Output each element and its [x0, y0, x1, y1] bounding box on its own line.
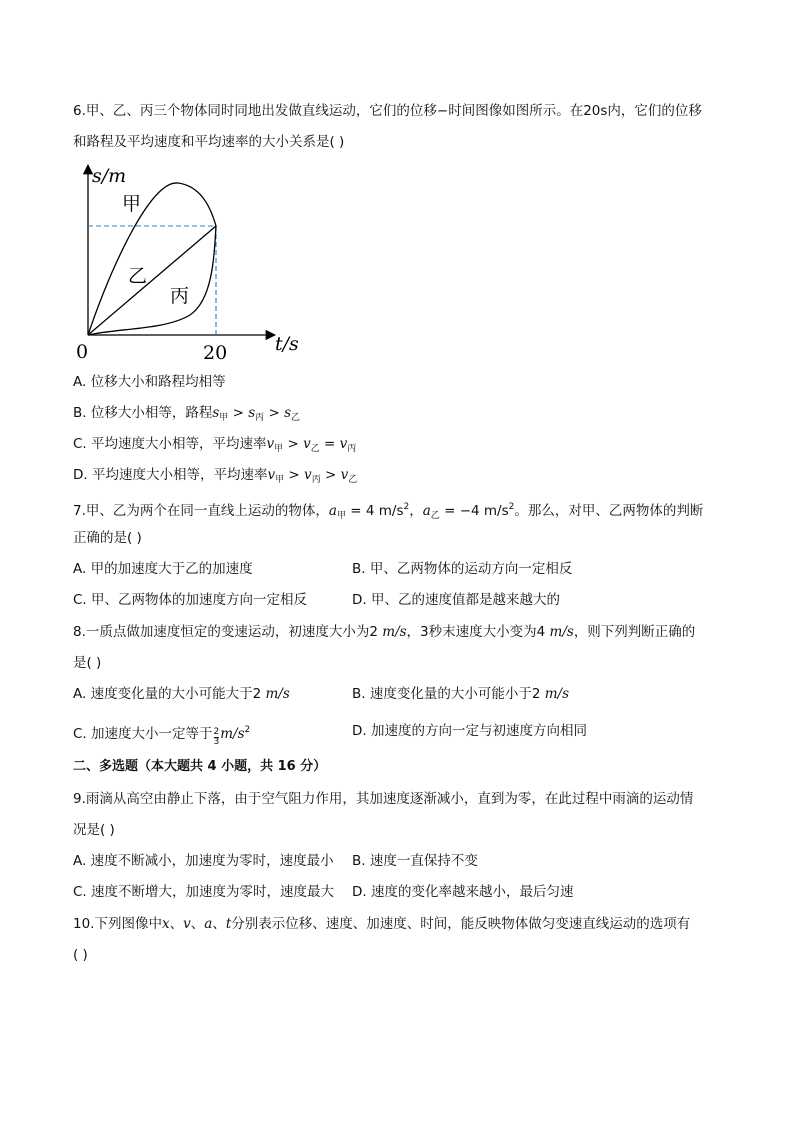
- q7-option-c: C. 甲、乙两物体的加速度方向一定相反: [73, 592, 308, 608]
- label-yi: 乙: [128, 265, 148, 287]
- q6-displacement-time-graph: [70, 160, 310, 365]
- q7-stem-line2: 正确的是( ): [73, 530, 142, 546]
- q8-stem-line2: 是( ): [73, 655, 102, 671]
- q6-option-c: C. 平均速度大小相等，平均速率$v_甲 > v_乙 = v_丙$: [73, 436, 357, 454]
- section-multiple-choice-header: 二、多选题（本大题共 4 小题，共 16 分）: [73, 759, 327, 774]
- q6-stem-line2: 和路程及平均速度和平均速率的大小关系是( ): [73, 134, 345, 150]
- q8-option-a: A. 速度变化量的大小可能大于2 m/s: [73, 686, 290, 702]
- q6-option-d: D. 平均速度大小相等，平均速率$v_甲 > v_丙 > v_乙$: [73, 467, 358, 485]
- origin-label: 0: [76, 341, 89, 363]
- q10-stem-line2: ( ): [73, 947, 88, 963]
- fraction-two-thirds: $\frac{2}{3}$: [213, 727, 220, 747]
- q10-stem-line1: 10.下列图像中x、v、a、t分别表示位移、速度、加速度、时间，能反映物体做匀变速直线运动的选项有: [73, 916, 691, 932]
- label-jia: 甲: [122, 193, 142, 215]
- x-axis-label: t/s: [275, 333, 299, 355]
- line-yi: [88, 226, 216, 335]
- q6-option-a: A. 位移大小和路程均相等: [73, 374, 226, 390]
- x-tick-20: 20: [203, 342, 228, 364]
- curve-jia: [88, 183, 216, 335]
- q8-option-c: C. 加速度大小一定等于 $\frac{2}{3}$ $m/s^2$: [73, 725, 251, 747]
- q8-stem-line1: 8.一质点做加速度恒定的变速运动，初速度大小为2 m/s，3秒末速度大小变为4 m/s，则下列判断正确的: [73, 624, 696, 640]
- q9-stem-line2: 况是( ): [73, 822, 115, 838]
- q7-stem-line1: 7.甲、乙为两个在同一直线上运动的物体，$a_甲 = 4$ $m/s^2$，$a_乙 = -4$ $m/s^2$。那么，对甲、乙两物体的判断: [73, 502, 704, 521]
- q9-option-c: C. 速度不断增大，加速度为零时，速度最大: [73, 884, 335, 900]
- q9-option-d: D. 速度的变化率越来越小，最后匀速: [352, 884, 574, 900]
- y-axis-label: s/m: [92, 165, 127, 187]
- label-bing: 丙: [170, 285, 190, 307]
- q7-option-a: A. 甲的加速度大于乙的加速度: [73, 561, 253, 577]
- q7-option-d: D. 甲、乙的速度值都是越来越大的: [352, 592, 560, 608]
- q9-option-a: A. 速度不断减小，加速度为零时，速度最小: [73, 853, 334, 869]
- q6-option-b: B. 位移大小相等，路程$s_甲 > s_丙 > s_乙$: [73, 405, 301, 423]
- q6-stem-line1: 6.甲、乙、丙三个物体同时同地出发做直线运动，它们的位移−时间图像如图所示。在20s内，它们的位移: [73, 103, 702, 119]
- q7-option-b: B. 甲、乙两物体的运动方向一定相反: [352, 561, 573, 577]
- q9-option-b: B. 速度一直保持不变: [352, 853, 478, 869]
- q8-option-d: D. 加速度的方向一定与初速度方向相同: [352, 723, 587, 739]
- q9-stem-line1: 9.雨滴从高空由静止下落，由于空气阻力作用，其加速度逐渐减小，直到为零，在此过程中雨滴的运动情: [73, 791, 694, 807]
- q8-option-b: B. 速度变化量的大小可能小于2 m/s: [352, 686, 570, 702]
